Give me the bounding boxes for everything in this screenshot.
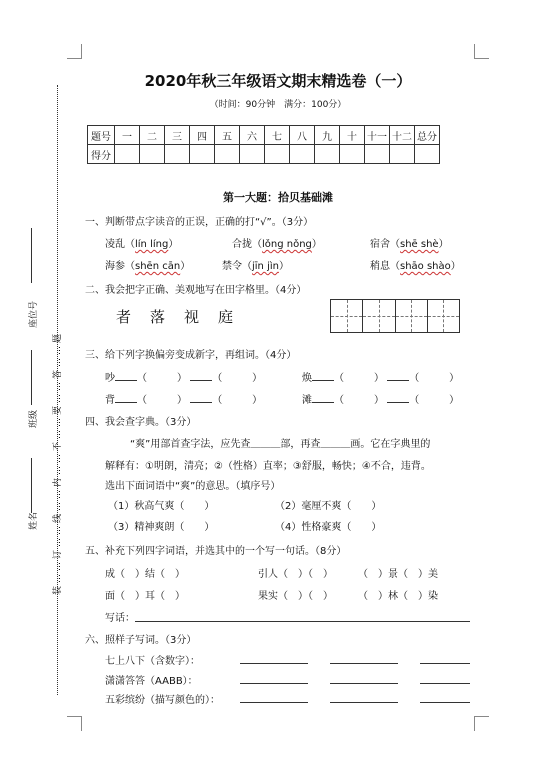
answer-line[interactable]: [420, 662, 470, 664]
answer-line[interactable]: [330, 662, 398, 664]
score-header-cell: 九: [315, 126, 340, 145]
answer-line[interactable]: [240, 701, 308, 703]
crop-mark: [474, 44, 489, 59]
q4-item: （4）性格豪爽（ ）: [275, 522, 382, 533]
q5-item: （ ）林（ ）染: [358, 591, 438, 602]
score-table: [87, 125, 440, 164]
q4-item: （1）秋高气爽（ ）: [108, 501, 215, 512]
class-label: 班级: [29, 409, 39, 428]
score-cell[interactable]: [390, 145, 415, 164]
tianzige-grid[interactable]: [330, 299, 460, 333]
score-cell[interactable]: [365, 145, 390, 164]
score-header-cell: 十二: [390, 126, 415, 145]
q1-row: 海参（shēn cān）: [105, 261, 191, 272]
score-header-cell: 五: [215, 126, 240, 145]
score-header-cell: 十: [340, 126, 365, 145]
q1-title: 一、判断带点字读音的正误，正确的打“√”。（3分）: [85, 217, 314, 228]
answer-line[interactable]: [240, 682, 308, 684]
q1-row: 宿舍（shē shè）: [370, 239, 449, 250]
q4-item: （2）毫厘不爽（ ）: [275, 501, 382, 512]
score-cell[interactable]: [190, 145, 215, 164]
q3-row: 背 （ ） （ ）: [105, 391, 262, 406]
q4-title: 四、我会查字典。（3分）: [85, 417, 197, 428]
answer-line[interactable]: [240, 662, 308, 664]
crop-mark: [474, 716, 489, 731]
crop-mark: [67, 716, 82, 731]
name-label: 姓名: [29, 511, 39, 530]
score-header-cell: 四: [190, 126, 215, 145]
crop-mark: [67, 44, 82, 59]
score-header-cell: 三: [165, 126, 190, 145]
seal-text: 装……订……线……内……不……要……答……题: [53, 330, 63, 595]
pinyin-option: shēn cān: [135, 261, 181, 272]
answer-line[interactable]: [330, 682, 398, 684]
score-cell[interactable]: [265, 145, 290, 164]
write-line[interactable]: [135, 620, 470, 622]
pinyin-option: jīn jìn: [252, 261, 279, 272]
q1-row: 稍息（shāo shào）: [370, 261, 461, 272]
q3-row: 吵 （ ） （ ）: [105, 369, 262, 384]
class-line: [31, 350, 32, 405]
q5-item: （ ）景（ ）美: [358, 569, 438, 580]
q3-row: 滩 （ ） （ ）: [302, 391, 459, 406]
score-cell[interactable]: [340, 145, 365, 164]
q2-characters: 者 落 视 庭: [116, 308, 236, 326]
score-header-cell: 七: [265, 126, 290, 145]
q5-item: 面（ ）耳（ ）: [105, 591, 185, 602]
q3-title: 三、给下列字换偏旁变成新字，再组词。（4分）: [85, 350, 297, 361]
score-cell[interactable]: [315, 145, 340, 164]
score-header-cell: 一: [115, 126, 140, 145]
pinyin-option: shāo shào: [400, 261, 451, 272]
score-cell[interactable]: [415, 145, 440, 164]
pinyin-option: shē shè: [400, 239, 439, 250]
q4-line: 选出下面词语中“爽”的意思。（填序号）: [105, 481, 281, 492]
seat-label: 座位号: [29, 300, 39, 328]
score-header-cell: 六: [240, 126, 265, 145]
q6-item: 七上八下（含数字）：: [105, 656, 200, 667]
score-cell[interactable]: [290, 145, 315, 164]
q2-title: 二、我会把字正确、美观地写在田字格里。（4分）: [85, 285, 307, 296]
q5-write-label: 写话：: [105, 613, 135, 624]
answer-line[interactable]: [330, 701, 398, 703]
score-header-cell: 总分: [415, 126, 440, 145]
q6-title: 六、照样子写词。（3分）: [85, 635, 197, 646]
q5-item: 引人（ ）（ ）: [258, 569, 333, 580]
q5-title: 五、补充下列四字词语，并选其中的一个写一句话。（8分）: [85, 546, 347, 557]
q1-row: 禁令（jīn jìn）: [222, 261, 289, 272]
q6-item: 五彩缤纷（描写颜色的）：: [105, 695, 220, 706]
score-header-cell: 二: [140, 126, 165, 145]
answer-line[interactable]: [420, 701, 470, 703]
pinyin-option: lǒng nǒng: [262, 239, 312, 250]
score-cell[interactable]: [215, 145, 240, 164]
score-header-cell: 八: [290, 126, 315, 145]
score-cell[interactable]: [115, 145, 140, 164]
page-title: 2020年秋三年级语文期末精选卷（一）: [144, 72, 412, 90]
score-cell[interactable]: [240, 145, 265, 164]
score-header-cell: 题号: [88, 126, 115, 145]
score-header-cell: 十一: [365, 126, 390, 145]
score-cell[interactable]: [165, 145, 190, 164]
name-line: [31, 458, 32, 513]
pinyin-option: lín líng: [135, 239, 169, 250]
q4-line: 解释有：①明朗，清亮；②（性格）直率；③舒服，畅快；④不合，违背。: [105, 461, 431, 472]
score-row-label: 得分: [88, 145, 115, 164]
q5-item: 成（ ）结（ ）: [105, 569, 185, 580]
q3-row: 焕 （ ） （ ）: [302, 369, 459, 384]
page-subtitle: （时间：90分钟 满分：100分）: [209, 100, 347, 110]
q6-item: 潇潇答答（AABB）：: [105, 676, 198, 687]
q4-line: “爽”用部首查字法，应先查＿＿＿部，再查＿＿＿画。它在字典里的: [130, 439, 431, 450]
q5-item: 果实（ ）（ ）: [258, 591, 333, 602]
section-title: 第一大题：拾贝基础滩: [223, 191, 333, 204]
q4-item: （3）精神爽朗（ ）: [108, 522, 215, 533]
seat-line: [31, 228, 32, 283]
answer-line[interactable]: [420, 682, 470, 684]
q1-row: 凌乱（lín líng）: [105, 239, 179, 250]
q1-row: 合拢（lǒng nǒng）: [232, 239, 322, 250]
score-cell[interactable]: [140, 145, 165, 164]
